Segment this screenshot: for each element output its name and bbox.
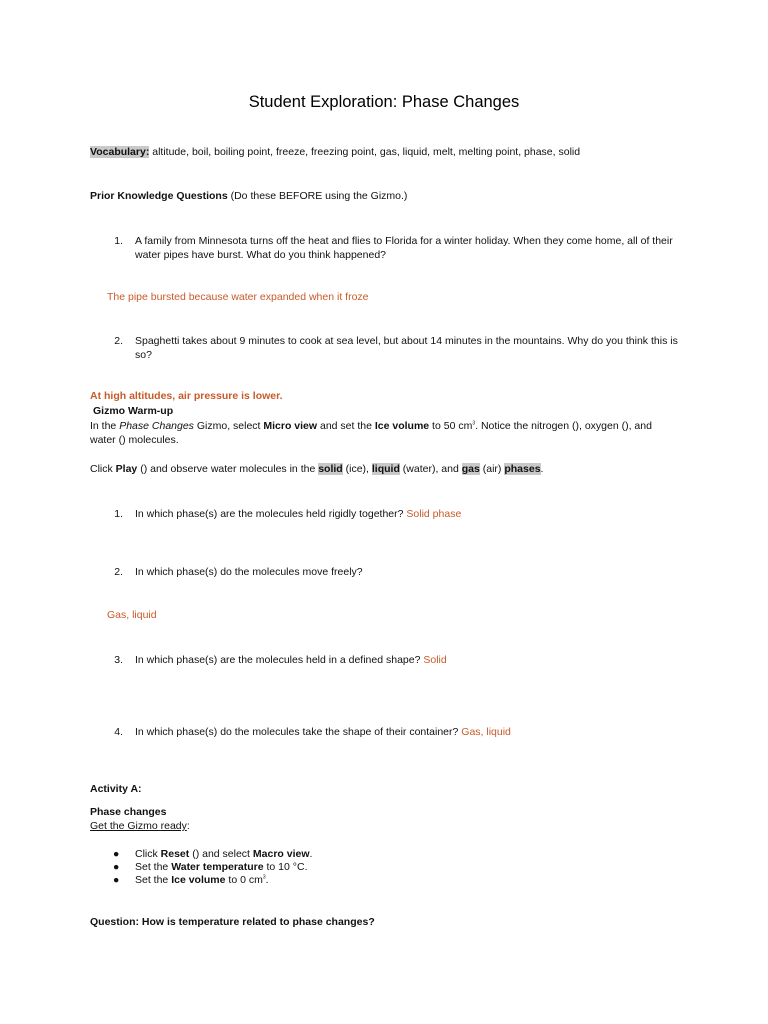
- answer-text: Solid phase: [406, 508, 462, 520]
- question-text: [135, 654, 447, 666]
- question-number: 4.: [114, 726, 123, 738]
- bullet-icon: ●: [113, 874, 120, 886]
- question-number: 2.: [114, 335, 123, 347]
- text-run: Phase Changes: [119, 420, 194, 432]
- vocabulary-line: [90, 146, 580, 158]
- question-text: In which phase(s) do the molecules move freely?: [135, 566, 363, 578]
- vocabulary-label: Vocabulary:: [90, 146, 150, 158]
- text-run: Reset: [160, 848, 190, 860]
- question-number: 1.: [114, 508, 123, 520]
- text-run: liquid: [371, 463, 400, 475]
- prior-knowledge-title: Prior Knowledge Questions: [90, 190, 228, 202]
- activity-subtitle: Phase changes: [90, 806, 167, 818]
- text-run: solid: [318, 463, 343, 475]
- question-text: A family from Minnesota turns off the heat and flies to Florida for a winter holiday. When they come home, all of their water pipes have burst. What do you think happened?: [135, 235, 673, 261]
- text-run: In which phase(s) are the molecules held in a defined shape?: [135, 654, 424, 666]
- text-run: () and select: [189, 848, 253, 860]
- question-number: 1.: [114, 235, 123, 247]
- text-run: Set the: [135, 874, 172, 886]
- text-run: and set the: [317, 420, 375, 432]
- text-run: :: [186, 820, 190, 832]
- text-run: .: [265, 874, 269, 886]
- list-item: [135, 848, 312, 860]
- text-run: (air): [479, 463, 505, 475]
- list-item: [135, 874, 269, 886]
- prior-knowledge-heading: [90, 190, 407, 202]
- text-run: Click: [135, 848, 161, 860]
- text-run: .: [540, 463, 544, 475]
- text-run: Gizmo, select: [193, 420, 264, 432]
- activity-label: Activity A:: [90, 783, 142, 795]
- text-run: (water), and: [399, 463, 462, 475]
- text-run: Water temperature: [171, 861, 264, 873]
- text-run: phases: [504, 463, 541, 475]
- text-run: (ice),: [342, 463, 372, 475]
- question-number: 3.: [114, 654, 123, 666]
- question-text: [135, 508, 461, 520]
- superscript: 3: [262, 874, 266, 881]
- bullet-icon: ●: [113, 848, 120, 860]
- text-run: In which phase(s) are the molecules held rigidly together?: [135, 508, 407, 520]
- answer-text: Gas, liquid: [461, 726, 511, 738]
- text-run: Ice volume: [374, 420, 430, 432]
- text-run: In the: [90, 420, 120, 432]
- activity-question: Question: How is temperature related to phase changes?: [90, 916, 375, 928]
- text-run: Micro view: [263, 420, 318, 432]
- text-run: Macro view: [252, 848, 310, 860]
- text-run: .: [309, 848, 313, 860]
- answer-text: Solid: [423, 654, 447, 666]
- text-run: Ice volume: [171, 874, 226, 886]
- vocabulary-terms: altitude, boil, boiling point, freeze, freezing point, gas, liquid, melt, melting point, phase, solid: [149, 146, 581, 158]
- answer-text: Gas, liquid: [107, 609, 157, 621]
- question-text: Spaghetti takes about 9 minutes to cook at sea level, but about 14 minutes in the mountains. Why do you think this is so?: [135, 335, 678, 361]
- warmup-paragraph-1-line2: water () molecules.: [90, 434, 179, 446]
- text-run: . Notice the nitrogen (), oxygen (), and: [475, 420, 652, 432]
- superscript: 3: [472, 420, 476, 427]
- text-run: to 10 °C.: [263, 861, 308, 873]
- text-run: In which phase(s) do the molecules take the shape of their container?: [135, 726, 462, 738]
- text-run: Play: [115, 463, 138, 475]
- text-run: () and observe water molecules in the: [137, 463, 319, 475]
- text-run: gas: [461, 463, 480, 475]
- warmup-paragraph-2: [90, 463, 543, 475]
- question-number: 2.: [114, 566, 123, 578]
- prior-knowledge-note: (Do these BEFORE using the Gizmo.): [227, 190, 408, 202]
- bullet-icon: ●: [113, 861, 120, 873]
- page-title: Student Exploration: Phase Changes: [248, 93, 520, 111]
- text-run: to 50 cm: [429, 420, 473, 432]
- text-run: to 0 cm: [225, 874, 263, 886]
- answer-text: The pipe bursted because water expanded when it froze: [107, 291, 369, 303]
- warmup-heading: Gizmo Warm-up: [93, 405, 174, 417]
- text-run: Get the Gizmo ready: [90, 820, 187, 832]
- answer-text: At high altitudes, air pressure is lower.: [90, 390, 283, 402]
- warmup-paragraph-1: [90, 420, 652, 432]
- question-text: [135, 726, 511, 738]
- list-item: [135, 861, 307, 873]
- text-run: Click: [90, 463, 116, 475]
- text-run: Set the: [135, 861, 172, 873]
- gizmo-ready-heading: [90, 820, 190, 832]
